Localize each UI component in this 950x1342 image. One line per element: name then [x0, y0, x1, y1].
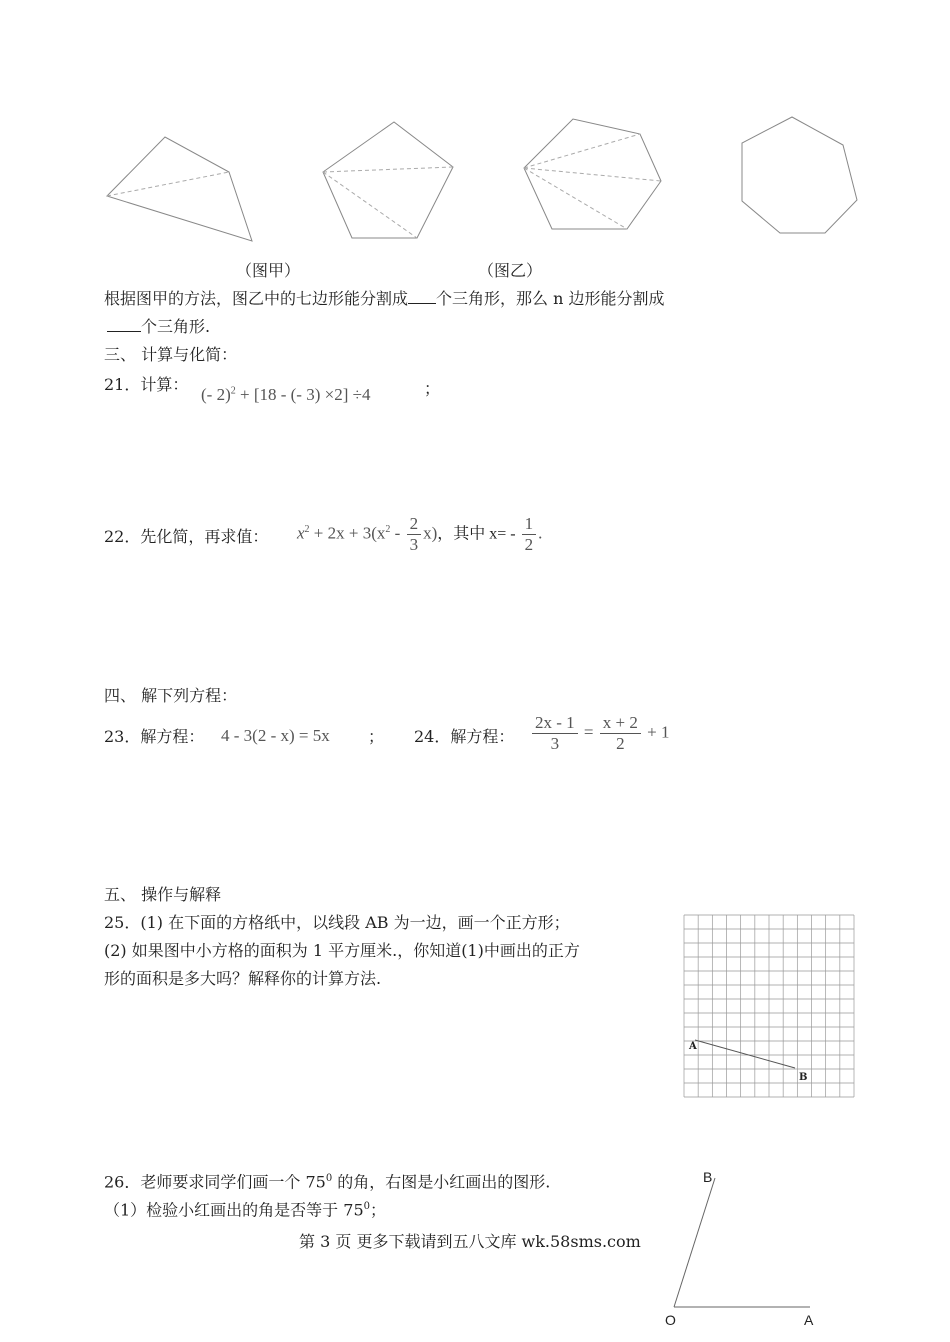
q26-line1-b: 的角，右图是小红画出的图形. — [332, 1172, 551, 1192]
q24-lhs-num: 2x - 1 — [532, 713, 578, 734]
q25-line3: 形的面积是多大吗？解释你的计算方法. — [104, 969, 382, 988]
q23-expression: 4 - 3(2 - x) = 5x — [221, 726, 330, 745]
heptagon-figure — [742, 117, 857, 233]
q24-rhs-den: 2 — [616, 734, 625, 753]
q21-exponent: 2 — [230, 385, 236, 397]
angle-figure — [650, 1160, 830, 1342]
q22-label: 22．先化简，再求值： — [104, 527, 269, 546]
q25-line1: 25．(1) 在下面的方格纸中，以线段 AB 为一边，画一个正方形； — [104, 913, 570, 932]
q26-line1-sup: 0 — [325, 1173, 333, 1184]
q26-line1 — [104, 1169, 550, 1192]
page-footer: 第 3 页 更多下载请到五八文库 wk.58sms.com — [299, 1232, 641, 1251]
grid-label-a: A — [689, 1041, 697, 1052]
polygon-question-text-b: 个三角形，那么 n 边形能分割成 — [436, 289, 665, 308]
q25-line2: (2) 如果图中小方格的面积为 1 平方厘米.，你知道(1)中画出的正方 — [104, 941, 580, 960]
q22-expr-x: x — [297, 523, 305, 543]
section-4-title: 四、 解下列方程： — [104, 686, 238, 705]
q24-rhs-fraction — [600, 713, 641, 754]
q21-expr-b: + [18 - (- 3) ×2] ÷4 — [235, 385, 371, 404]
q23-tail: ； — [368, 727, 385, 746]
caption-yi: （图乙） — [478, 261, 543, 280]
pentagon-figure — [323, 122, 453, 238]
q23-label: 23．解方程： — [104, 727, 205, 746]
q22-condition: ，其中 x= - — [437, 525, 520, 543]
q26-line2-a: （1）检验小红画出的角是否等于 75 — [104, 1200, 364, 1220]
q22-fraction — [407, 514, 422, 555]
q26-line2-sup: 0 — [363, 1201, 371, 1212]
polygon-question-line2 — [107, 317, 210, 337]
q24-rhs-num: x + 2 — [600, 713, 641, 734]
q26-line1-a: 26．老师要求同学们画一个 75 — [104, 1172, 326, 1192]
q24-lhs-den: 3 — [550, 734, 560, 753]
angle-label-a: A — [804, 1312, 814, 1328]
grid-paper — [682, 913, 856, 1099]
section-3-title: 三、 计算与化简： — [104, 345, 238, 364]
q22-expr-minus: - — [390, 523, 405, 543]
q22-exponent: 2 — [304, 523, 310, 535]
polygon-question-text-a: 根据图甲的方法，图乙中的七边形能分割成 — [104, 289, 409, 308]
q22-frac-num: 2 — [407, 514, 422, 535]
q26-line2 — [104, 1197, 386, 1220]
hexagon-figure — [524, 119, 661, 229]
q21-expr-a: (- 2) — [201, 385, 231, 404]
q21-label: 21．计算： — [104, 375, 189, 394]
q22-cond-fraction — [522, 514, 537, 555]
answer-blank — [107, 317, 141, 332]
answer-blank — [408, 289, 436, 304]
q22-cond-num: 1 — [522, 514, 537, 535]
q24-label: 24．解方程： — [414, 727, 515, 746]
ray-ob — [674, 1178, 715, 1307]
q22-exponent-2: 2 — [385, 523, 391, 535]
q22-frac-den: 3 — [409, 535, 419, 554]
section-5-title: 五、 操作与解释 — [104, 885, 222, 904]
q22-cond-den: 2 — [524, 535, 534, 554]
angle-label-o: O — [665, 1312, 676, 1328]
q22-expression — [297, 514, 542, 555]
grid-label-b: B — [799, 1072, 808, 1083]
polygon-question-text-c: 个三角形. — [141, 317, 211, 336]
q22-expr-mid: + 2x + 3(x — [309, 523, 386, 543]
segment-ab — [695, 1040, 795, 1068]
polygon-question-line1 — [104, 289, 665, 309]
angle-label-b: B — [703, 1169, 713, 1185]
q24-expression — [530, 713, 669, 754]
q24-plus-one: + 1 — [647, 722, 670, 742]
q21-tail: ； — [424, 379, 441, 398]
q21-expression — [201, 385, 370, 405]
q22-end: . — [538, 523, 543, 543]
caption-jia: （图甲） — [236, 261, 301, 280]
q24-equals: = — [583, 722, 594, 742]
polygon-figures — [0, 0, 950, 260]
q22-expr-close: x) — [423, 523, 438, 543]
q26-line2-b: ； — [370, 1200, 387, 1220]
q24-lhs-fraction — [532, 713, 578, 754]
quadrilateral-figure — [107, 137, 252, 241]
